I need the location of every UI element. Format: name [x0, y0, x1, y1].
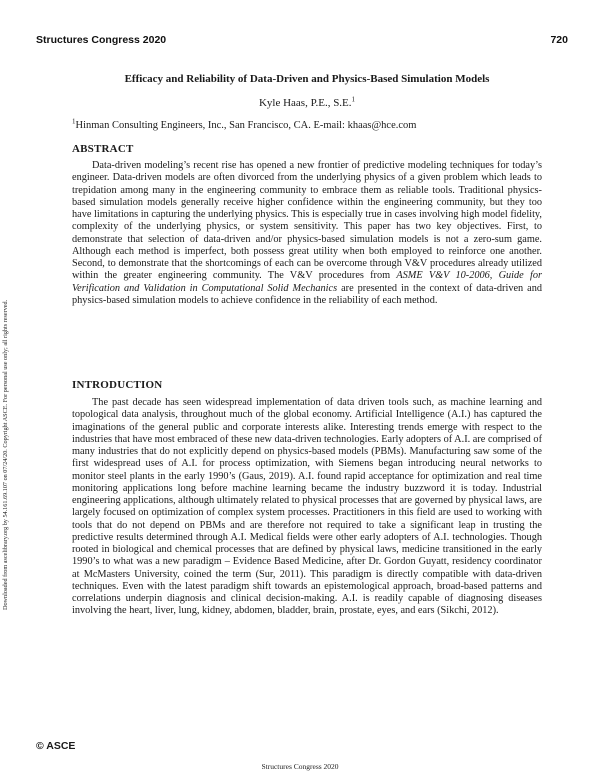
page-number: 720	[550, 34, 568, 46]
affiliation	[72, 117, 417, 131]
abstract-citation: ASME V&V 10-2006, Guide for Verification and Validation in Computational Solid Mechanics	[72, 270, 542, 294]
asce-copyright: © ASCE	[36, 740, 76, 752]
affiliation-text: Hinman Consulting Engineers, Inc., San Francisco, CA. E-mail: khaas@hce.com	[75, 120, 417, 131]
affiliation-superscript: 1	[72, 117, 76, 126]
author-line	[72, 97, 542, 109]
abstract-text-part1: Data-driven modeling’s recent rise has opened a new frontier of predictive modeling techniques for today’s engineer. Data-driven models are often divorced from the underlying physics of a given problem which leads to trepidation among many in the engineering community to embrace them as reliable tools. Traditional physics-based simulation models generally receive higher confidence within the engineering community, but they too have limitations in capturing the underlying physics. This is especially true in cases involving high model fidelity, complexity of the underlying physics, or system sensitivity. This paper has two key objectives. First, to demonstrate that selection of data-driven and/or physics-based simulation models is not a zero-sum game. Although each method is imperfect, both possess great utility when both employed to reinforce one another. Second, to demonstrate that the shortcomings of each can be overcome through V&V procedures already utilized within the greater engineering community. The V&V procedures from	[72, 160, 542, 282]
abstract-text-part2: are presented in the context of data-driven and physics-based simulation models to achieve confidence in the reliability of each method.	[72, 282, 543, 306]
running-header-title: Structures Congress 2020	[36, 34, 167, 46]
introduction-heading: INTRODUCTION	[72, 379, 163, 391]
introduction-body	[72, 397, 542, 618]
abstract-heading: ABSTRACT	[72, 143, 134, 155]
download-notice-text: Downloaded from ascelibrary.org by 54.161.69.107 on 07/24/20. Copyright ASCE. For personal use only; all rights reserved.	[2, 299, 9, 610]
introduction-text: The past decade has seen widespread implementation of data driven tools such, as machine learning and topological data analysis, throughout much of the global economy. Artificial Intelligence (A.I.) has captured the imaginations of the general public and corporate interests alike. Interesting trends emerge with respect to the industries that have most embraced of these new data-driven technologies. Early adopters of A.I. are comprised of many industries that do not explicitly depend on physics-based models (PBMs). Manufacturing saw some of the first widespread uses of A.I. for process optimization, with Siemens began introducing neural networks to monitor steel plants in the early 1990’s (Gaus, 2019). A.I. found rapid acceptance for optimization and real time monitoring applications long before machine learning became the industry buzzword it is today. Industrial engineering applications, although ultimately related to physical processes that are governed by physical laws, are largely focused on optimization of complex system processes. Practitioners in this field are used to working with tools that do not depend on PBMs and are therefore not required to take a significant leap in trusting the predictive results determined through A.I. Medical fields were other early adopters of A.I. technologies. Though rooted in biological and chemical processes that are defined by physical laws, medicine transitioned in the early 1990’s to what was a new paradigm – Evidence Based Medicine, after Dr. Gordon Guyatt, residency coordinator at McMasters University, coined the term (Sur, 2011). This paradigm is directly compatible with data-driven techniques. Even with the latest paradigm shift towards an epistemological approach, broad-based patterns and correlations underpin diagnosis and clinical decision-making. A.I. is readily capable of diagnosing diseases involving the heart, liver, lung, kidney, abdomen, bladder, brain, prostate, eyes, and ears (Sikchi, 2012).	[72, 397, 542, 617]
author-superscript: 1	[351, 95, 356, 104]
author-name: Kyle Haas, P.E., S.E.	[258, 97, 352, 109]
abstract-body	[72, 160, 542, 307]
page-footer: Structures Congress 2020	[261, 762, 339, 771]
download-notice	[2, 190, 14, 610]
paper-title: Efficacy and Reliability of Data-Driven and Physics-Based Simulation Models	[124, 73, 490, 85]
